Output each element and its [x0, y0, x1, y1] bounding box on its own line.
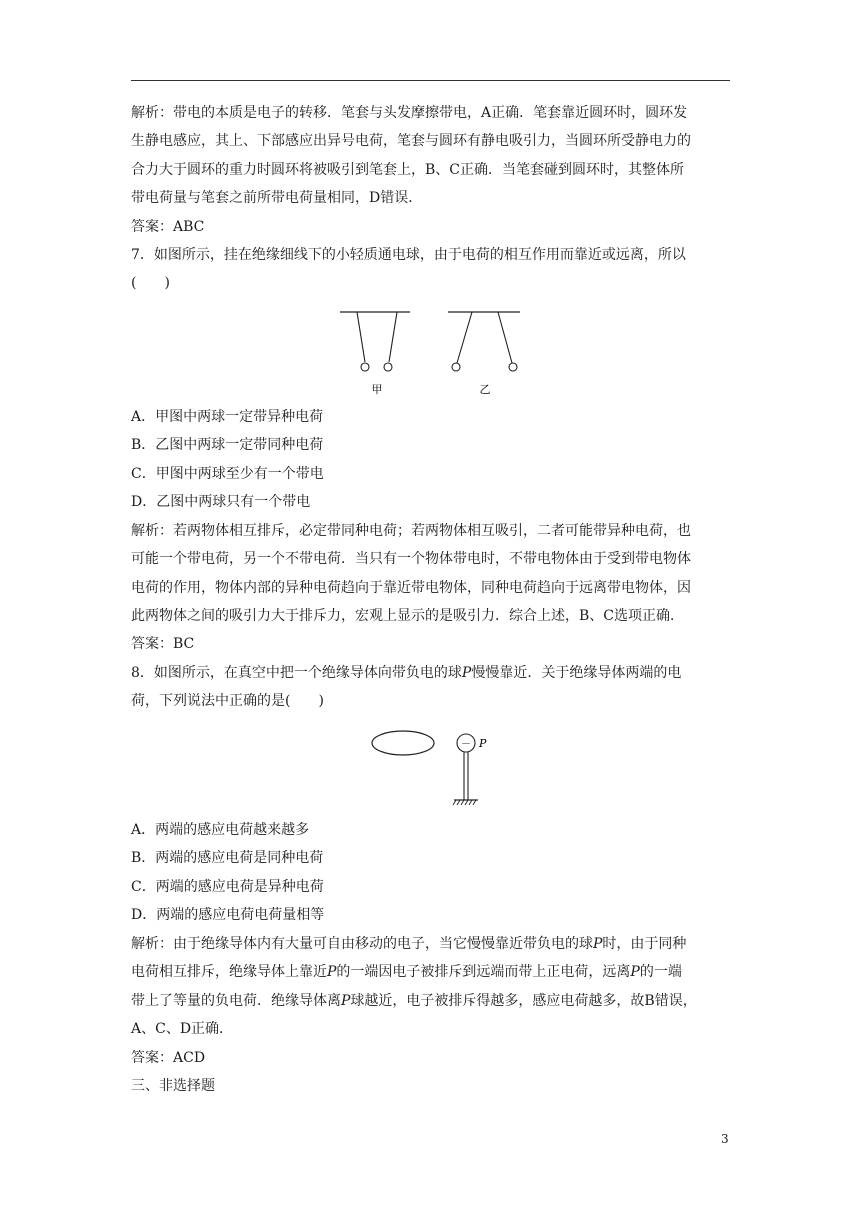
q6-answer: 答案：ABC: [131, 219, 205, 235]
q8-stem-text-b: 慢慢靠近．关于绝缘导体两端的电: [471, 665, 682, 681]
q7-stem-line-1: 7．如图所示，挂在绝缘细线下的小轻质通电球，由于电荷的相互作用而靠近或远离，所以: [131, 247, 686, 263]
q8-option-d: D．两端的感应电荷电荷量相等: [131, 907, 325, 923]
fig1-label-jia: 甲: [371, 383, 383, 396]
q8-figure: [365, 726, 495, 810]
header-rule: [131, 80, 730, 81]
q8-analysis-p: P: [341, 993, 351, 1009]
q7-analysis-line-2: 可能一个带电荷，另一个不带电荷．当只有一个物体带电时，不带电物体由于受到带电物体: [131, 551, 691, 567]
q7-answer: 答案：BC: [131, 636, 195, 652]
q8-analysis-text: 的一端因电子被排斥到远端而带上正电荷，远离: [336, 964, 631, 980]
q8-stem-text-a: 8．如图所示，在真空中把一个绝缘导体向带负电的球: [131, 665, 462, 681]
q7-analysis-line-1: 解析：若两物体相互排斥，必定带同种电荷；若两物体相互吸引，二者可能带异种电荷，也: [131, 523, 691, 539]
q8-analysis-text: 解析：由于绝缘导体内有大量可自由移动的电子，当它慢慢靠近带负电的球: [131, 936, 593, 952]
q8-analysis-text: 球越近，电子被排斥得越多，感应电荷越多，故B错误，: [350, 993, 697, 1009]
q8-analysis-line-2: [131, 962, 731, 982]
q7-option-d: D．乙图中两球只有一个带电: [131, 494, 311, 510]
section-heading: 三、非选择题: [131, 1078, 215, 1094]
fig1-label-yi: 乙: [479, 383, 491, 396]
q6-analysis-line-3: 合力大于圆环的重力时圆环将被吸引到笔套上，B、C正确．当笔套碰到圆环时，其整体所: [131, 162, 684, 178]
q8-stem-p: P: [461, 665, 472, 681]
q7-figure: [330, 302, 530, 398]
q8-analysis-p: P: [593, 936, 603, 952]
q7-option-a: A．甲图中两球一定带异种电荷: [131, 409, 324, 425]
q8-analysis-text: 带上了等量的负电荷．绝缘导体离: [131, 993, 341, 1009]
q7-stem-line-2: ( ): [131, 275, 170, 291]
q8-analysis-text: 时，由于同种: [602, 936, 687, 952]
q7-analysis-line-4: 此两物体之间的吸引力大于排斥力，宏观上显示的是吸引力．综合上述，B、C选项正确．: [131, 608, 684, 624]
q8-option-a: A．两端的感应电荷越来越多: [131, 822, 310, 838]
page-number: 3: [721, 1132, 729, 1146]
ball-label-p: P: [479, 737, 487, 750]
q6-analysis-line-2: 生静电感应，其上、下部感应出异号电荷，笔套与圆环有静电吸引力，当圆环所受静电力的: [131, 133, 691, 149]
q7-option-c: C．甲图中两球至少有一个带电: [131, 466, 324, 482]
q8-analysis-line-4: A、C、D正确．: [131, 1021, 234, 1037]
q7-option-b: B．乙图中两球一定带同种电荷: [131, 437, 324, 453]
q6-analysis-line-1: 解析：带电的本质是电子的转移．笔套与头发摩擦带电，A正确．笔套靠近圆环时，圆环发: [131, 105, 688, 121]
q7-analysis-line-3: 电荷的作用，物体内部的异种电荷趋向于靠近带电物体，同种电荷趋向于远离带电物体，因: [131, 580, 691, 596]
q8-analysis-line-1: [131, 934, 731, 954]
q8-option-b: B．两端的感应电荷是同种电荷: [131, 850, 324, 866]
q8-stem-line-1: [131, 663, 731, 683]
q8-analysis-line-3: [131, 991, 731, 1011]
q6-analysis-line-4: 带电荷量与笔套之前所带电荷量相同，D错误．: [131, 190, 423, 206]
q8-analysis-text: 电荷相互排斥，绝缘导体上靠近: [131, 964, 327, 980]
q8-stem-line-2: 荷，下列说法中正确的是( ): [131, 693, 324, 709]
q8-analysis-p: P: [630, 964, 640, 980]
q8-option-c: C．两端的感应电荷是异种电荷: [131, 879, 324, 895]
q8-analysis-text: 的一端: [639, 964, 682, 980]
q8-answer: 答案：ACD: [131, 1050, 206, 1066]
q8-analysis-p: P: [327, 964, 337, 980]
ball-charge-sign: －: [461, 739, 471, 750]
